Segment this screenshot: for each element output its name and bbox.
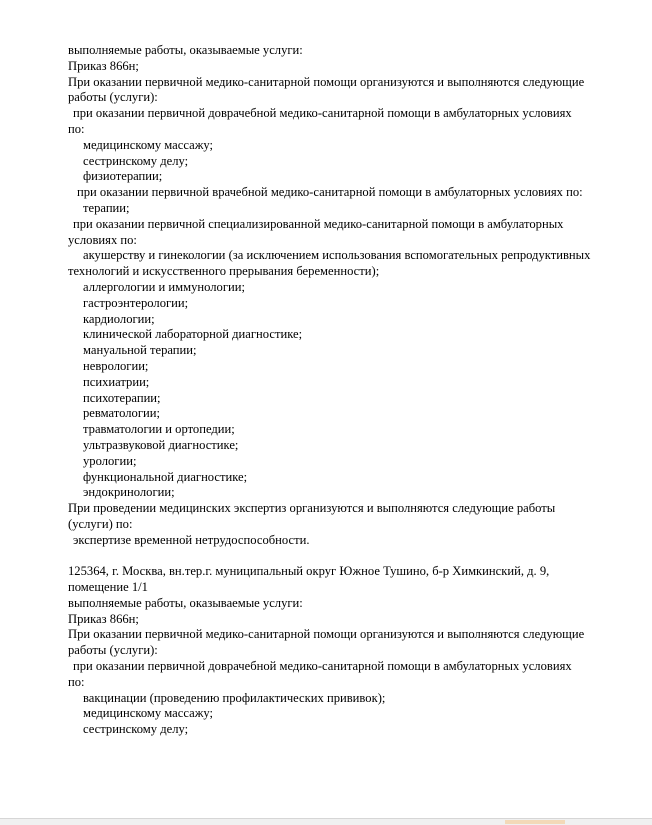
text-line: выполняемые работы, оказываемые услуги:	[68, 43, 303, 57]
text-line: травматологии и ортопедии;	[83, 422, 235, 437]
text-line: медицинскому массажу;	[83, 706, 214, 721]
text-line: При оказании первичной медико-санитарной помощи организуются и выполняются следующие	[68, 74, 585, 89]
text-line: 125364, г. Москва, вн.тер.г. муниципальный округ Южное Тушино, б-р Химкинский, д. 9,	[68, 564, 550, 579]
text-line: экспертизе временной нетрудоспособности.	[73, 532, 310, 547]
text-line: акушерству и гинекологии (за исключением использования вспомогательных репродуктивных	[83, 248, 591, 263]
section-second-location	[68, 564, 628, 738]
text-line: При оказании первичной медико-санитарной помощи организуются и выполняются следующие	[68, 627, 585, 642]
text-line: психотерапии;	[83, 390, 161, 405]
paragraph-gap	[68, 549, 628, 565]
text-line: при оказании первичной специализированной медико-санитарной помощи в амбулаторных	[73, 216, 564, 231]
text-line: работы (услуги):	[68, 90, 158, 105]
text-line: аллергологии и иммунологии;	[83, 279, 245, 294]
text-line: медицинскому массажу;	[83, 137, 214, 152]
text-line: гастроэнтерологии;	[83, 295, 189, 310]
text-line: по:	[68, 121, 85, 136]
text-line: сестринскому делу;	[83, 153, 189, 168]
text-line: Приказ 866н;	[68, 611, 139, 626]
text-line: ревматологии;	[83, 406, 160, 421]
text-line: Приказ 866н;	[68, 58, 139, 73]
text-line: (услуги) по:	[68, 516, 133, 531]
text-line: мануальной терапии;	[83, 343, 197, 358]
text-line: при оказании первичной доврачебной медико-санитарной помощи в амбулаторных условиях	[73, 106, 572, 121]
text-line: по:	[68, 674, 85, 689]
text-line: психиатрии;	[83, 374, 150, 389]
text-line: условиях по:	[68, 232, 137, 247]
text-line: при оказании первичной доврачебной медико-санитарной помощи в амбулаторных условиях	[73, 659, 572, 674]
text-line: ультразвуковой диагностике;	[83, 437, 239, 452]
text-line: сестринскому делу;	[83, 722, 189, 737]
text-line: работы (услуги):	[68, 643, 158, 658]
text-line: вакцинации (проведению профилактических прививок);	[83, 690, 386, 705]
text-line: функциональной диагностике;	[83, 469, 248, 484]
page-indicator-mark	[505, 820, 565, 824]
text-line: кардиологии;	[83, 311, 155, 326]
text-line: помещение 1/1	[68, 580, 148, 595]
text-line: эндокринологии;	[83, 485, 175, 500]
text-line: при оказании первичной врачебной медико-санитарной помощи в амбулаторных условиях по:	[77, 185, 583, 200]
text-line: физиотерапии;	[83, 169, 163, 184]
text-line: выполняемые работы, оказываемые услуги:	[68, 595, 303, 610]
text-line: клинической лабораторной диагностике;	[83, 327, 303, 342]
section-first-location	[68, 43, 628, 549]
text-line: урологии;	[83, 453, 137, 468]
text-line: терапии;	[83, 200, 130, 215]
text-line: неврологии;	[83, 358, 149, 373]
document-text	[68, 43, 628, 738]
text-line: технологий и искусственного прерывания беременности);	[68, 264, 380, 279]
text-line: При проведении медицинских экспертиз организуются и выполняются следующие работы	[68, 501, 556, 516]
